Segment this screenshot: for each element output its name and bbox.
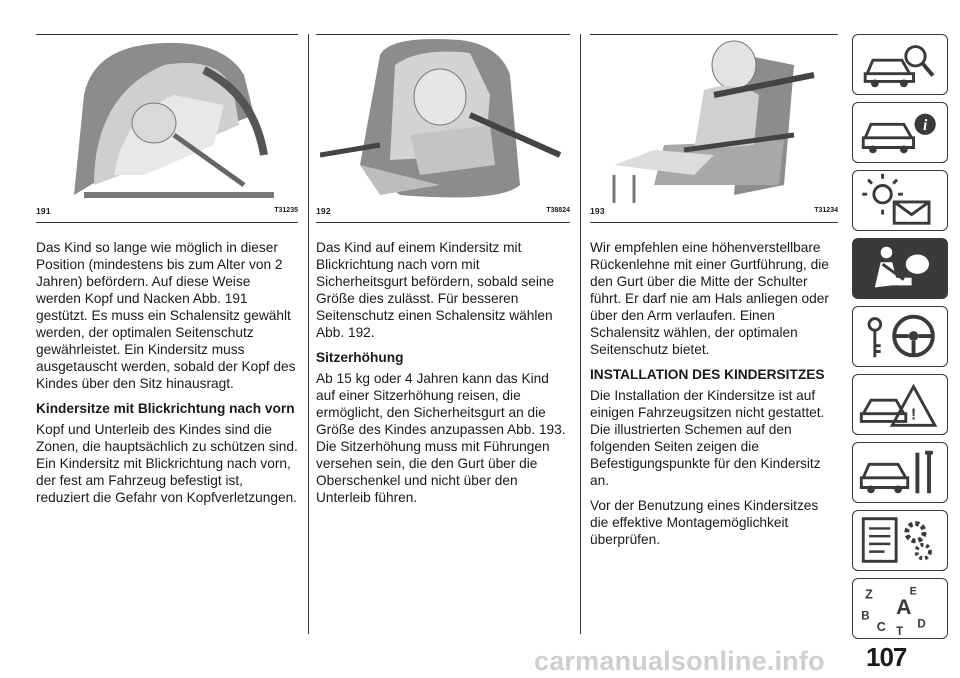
chapter-tab-warning-lights[interactable] (852, 170, 948, 231)
figure-number: 191 (36, 206, 51, 216)
key-steering-wheel-icon (853, 307, 947, 366)
chapter-tab-instruments[interactable] (852, 102, 948, 163)
index-letter: B (861, 609, 870, 623)
figure-number: 193 (590, 206, 605, 216)
svg-text:!: ! (910, 406, 917, 424)
svg-text:i: i (922, 117, 928, 135)
watermark: carmanualsonline.info (534, 646, 825, 676)
seat-airbag-icon (853, 239, 947, 298)
index-letter: C (876, 620, 886, 635)
index-letter: E (909, 585, 917, 598)
booster-seat-child-icon (594, 35, 838, 203)
chapter-tab-starting-driving[interactable] (852, 306, 948, 367)
infant-rear-facing-seat-icon (54, 35, 298, 203)
figure-rule (316, 222, 570, 223)
alphabetical-index-icon (853, 579, 947, 638)
chapter-tab-safety[interactable] (852, 238, 948, 299)
warning-lights-message-icon (853, 171, 947, 230)
car-info-icon (853, 103, 947, 162)
section-heading: Kindersitze mit Blickrichtung nach vorn (36, 401, 295, 416)
index-letter: D (917, 617, 926, 631)
column-1-text (36, 239, 298, 514)
chapter-tab-technical-data[interactable] (852, 510, 948, 571)
car-magnifier-icon (853, 35, 947, 94)
chapter-tab-servicing[interactable] (852, 442, 948, 503)
index-letter: T (896, 625, 904, 638)
figure-rule (590, 222, 838, 223)
figure-number: 192 (316, 206, 331, 216)
breakdown-warning-triangle-icon (853, 375, 947, 434)
figure-193-booster-seat-illustration (594, 35, 838, 203)
paragraph: Kopf und Unterleib des Kindes sind die Zonen, die hauptsächlich zu schützen sind. Ein Kindersitz mit Blickrichtung nach vorn, der fest am Fahrzeug befestigt ist, reduziert die Gefahr von Kopfverletzungen. (36, 422, 298, 505)
section-heading: Sitzerhöhung (316, 350, 404, 365)
figure-code: T31234 (814, 207, 838, 214)
chapter-tab-getting-to-know[interactable] (852, 34, 948, 95)
index-letter: A (896, 594, 912, 619)
figure-191-infant-seat-illustration (54, 35, 298, 203)
chapter-tab-index[interactable] (852, 578, 948, 639)
figure-rule (36, 222, 298, 223)
forward-facing-child-seat-icon (320, 35, 570, 203)
column-2-text (316, 239, 570, 514)
paragraph: Ab 15 kg oder 4 Jahren kann das Kind auf einer Sitzerhöhung reisen, die ermöglicht, den Sicherheitsgurt an die Größe des Kindes anzupassen Abb. 193. Die Sitzerhöhung muss mit Führungen versehen sein, die den Gurt über die Oberschenkel und nicht über den Unterleib führen. (316, 371, 566, 505)
column-divider (308, 34, 309, 634)
chapter-tab-emergency[interactable] (852, 374, 948, 435)
car-service-tools-icon (853, 443, 947, 502)
figure-192-forward-facing-seat-illustration (320, 35, 570, 203)
paragraph: Die Installation der Kindersitze ist auf einigen Fahrzeugsitzen nicht gestattet. Die illustrierten Schemen auf den folgenden Seiten zeigen die Befestigungspunkte für den Kindersitz an. (590, 388, 825, 488)
figure-code: T38824 (546, 207, 570, 214)
column-3-text (590, 239, 838, 556)
index-letter: Z (865, 587, 873, 602)
column-divider (580, 34, 581, 634)
paragraph: Wir empfehlen eine höhenverstellbare Rückenlehne mit einer Gurtführung, die den Gurt über die Mitte der Schulter führt. Er darf nie am Hals anliegen oder über den Arm verlaufen. Einen Schalensitz wählen, der optimalen Seitenschutz bietet. (590, 240, 829, 357)
specifications-gears-icon (853, 511, 947, 570)
section-heading: INSTALLATION DES KINDERSITZES (590, 367, 825, 382)
paragraph: Das Kind so lange wie möglich in dieser Position (mindestens bis zum Alter von 2 Jahren) befördern. Auf diese Weise werden Kopf und Nacken Abb. 191 gestützt. Es muss ein Schalensitz gewählt werden, der optimalen Seitenschutz gewährleistet. Ein Kindersitz muss ausgetauscht werden, sobald der Kopf des Kindes über den Sitz hinausragt. (36, 240, 296, 391)
page-number: 107 (866, 642, 907, 672)
figure-code: T31235 (274, 207, 298, 214)
paragraph: Vor der Benutzung eines Kindersitzes die effektive Montagemöglichkeit überprüfen. (590, 498, 819, 547)
paragraph: Das Kind auf einem Kindersitz mit Blickrichtung nach vorn mit Sicherheitsgurt befördern, sobald seine Größe dies zulässt. Für besseren Seitenschutz einen Schalensitz wählen Abb. 192. (316, 240, 555, 340)
